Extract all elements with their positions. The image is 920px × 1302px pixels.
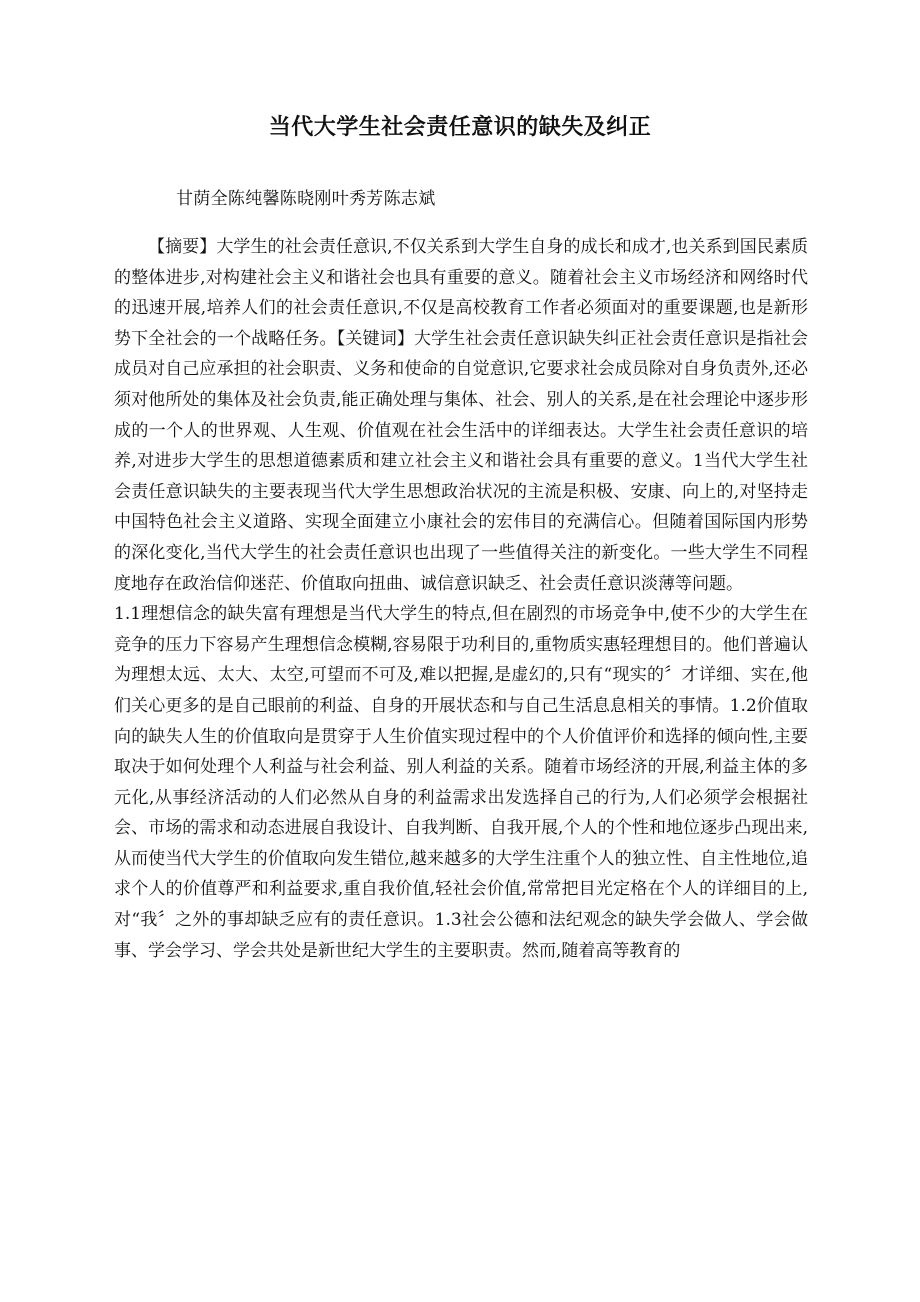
abstract-paragraph: 【摘要】大学生的社会责任意识,不仅关系到大学生自身的成长和成才,也关系到国民素质的整体进步,对构建社会主义和谐社会也具有重要的意义。随着社会主义市场经济和网络时代的迅速开展,培养人们的社会责任意识,不仅是高校教育工作者必须面对的重要课题,也是新形势下全社会的一个战略任务。【关键词】大学生社会责任意识缺失纠正社会责任意识是指社会成员对自己应承担的社会职责、义务和使命的自觉意识,它要求社会成员除对自身负责外,还必须对他所处的集体及社会负责,能正确处理与集体、社会、别人的关系,是在社会理论中逐步形成的一个人的世界观、人生观、价值观在社会生活中的详细表达。大学生社会责任意识的培养,对进步大学生的思想道德素质和建立社会主义和谐社会具有重要的意义。1当代大学生社会责任意识缺失的主要表现当代大学生思想政治状况的主流是积极、安康、向上的,对坚持走中国特色社会主义道路、实现全面建立小康社会的宏伟目的充满信心。但随着国际国内形势的深化变化,当代大学生的社会责任意识也出现了一些值得关注的新变化。一些大学生不同程度地存在政治信仰迷茫、价值取向扭曲、诚信意识缺乏、社会责任意识淡薄等问题。 [114,237,808,594]
article-body [114,232,808,966]
section-paragraph: 1.1理想信念的缺失富有理想是当代大学生的特点,但在剧烈的市场竞争中,使不少的大学生在竞争的压力下容易产生理想信念模糊,容易限于功利目的,重物质实惠轻理想目的。他们普遍认为理想太远、太大、太空,可望而不可及,难以把握,是虚幻的,只有“现实的〞才详细、实在,他们关心更多的是自己眼前的利益、自身的开展状态和与自己生活息息相关的事情。1.2价值取向的缺失人生的价值取向是贯穿于人生价值实现过程中的个人价值评价和选择的倾向性,主要取决于如何处理个人利益与社会利益、别人利益的关系。随着市场经济的开展,利益主体的多元化,从事经济活动的人们必然从自身的利益需求出发选择自己的行为,人们必须学会根据社会、市场的需求和动态进展自我设计、自我判断、自我开展,个人的个性和地位逐步凸现出来,从而使当代大学生的价值取向发生错位,越来越多的大学生注重个人的独立性、自主性地位,追求个人的价值尊严和利益要求,重自我价值,轻社会价值,常常把目光定格在个人的详细目的上,对“我〞之外的事却缺乏应有的责任意识。1.3社会公德和法纪观念的缺失学会做人、学会做事、学会学习、学会共处是新世纪大学生的主要职责。然而,随着高等教育的 [114,604,808,961]
author-list: 甘荫全陈纯馨陈晓刚叶秀芳陈志斌 [176,189,436,209]
page-title: 当代大学生社会责任意识的缺失及纠正 [268,115,652,140]
